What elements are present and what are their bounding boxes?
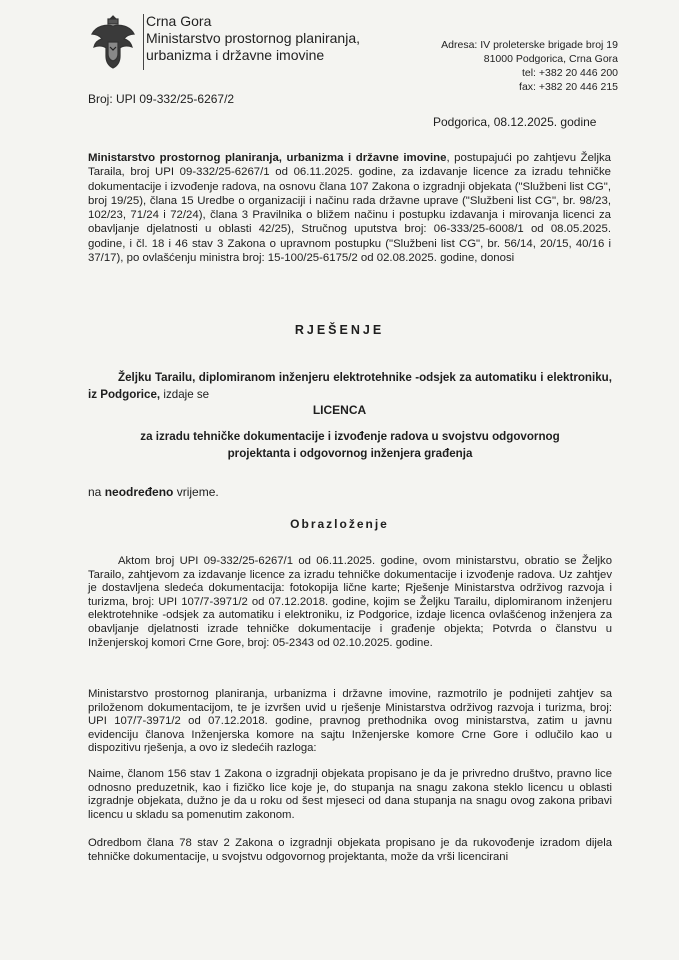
coat-of-arms-icon	[88, 12, 138, 70]
header-divider	[143, 14, 144, 70]
recipient-paragraph	[88, 369, 612, 403]
reasoning-paragraph-4: Odredbom člana 78 stav 2 Zakona o izgradnji objekata propisano je da rukovođenje izradom dijela tehničke dokumentacije, u svojstvu odgovornog projektanta, može da vrši licencirani	[88, 837, 612, 863]
address-block	[432, 38, 618, 94]
ministry-line-2: urbanizma i državne imovine	[146, 47, 325, 63]
country-name: Crna Gora	[146, 13, 212, 29]
reasoning-paragraph-1: Aktom broj UPI 09-332/25-6267/1 od 06.11.2025. godine, ovom ministarstvu, obratio se Željko Tarailo, zahtjevom za izdavanje licence za izradu tehničke dokumentacije i izvođenje radova. Uz zahtjev je dostavljena sledeća dokumentacija: fotokopija lične karte; Rješenje Ministarstva održivog razvoja i turizma, broj: UPI 107/7-3971/2 od 07.12.2018. godine, kojim se Željku Tarailu, diplomiranom inženjeru elektrotehnike -odsjek za automatiku i elektroniku, iz Podgorice, izdaje licenca ovlašćenog inženjera za obavljanje djelatnosti izrade tehničke dokumentacije i građenje objekta; Potvrda o članstvu u Inženjerskoj komori Crne Gore, broj: 05-2343 od 02.10.2025. godine.	[88, 555, 612, 649]
reasoning-paragraph-2: Ministarstvo prostornog planiranja, urbanizma i državne imovine, razmotrilo je podnijeti zahtjev sa priloženom dokumentacijom, te je izvršen uvid u rješenje Ministarstva održivog razvoja i turizma, broj: UPI 107/7-3971/2 od 07.12.2018. godine, pravnog prethodnika ovog ministarstva, zatim u javnu evidenciju članova Inženjerska komore na sajtu Inženjerske komore Crne Gore i odlučilo kao u dispozitivu rješenja, a ovo iz sledećih razloga:	[88, 688, 612, 755]
recipient-name: Željku Tarailu, diplomiranom inženjeru elektrotehnike -odsjek za automatiku i elektroniku, iz Podgorice,	[88, 371, 612, 401]
period-suffix: vrijeme.	[173, 485, 219, 499]
fax: fax: +382 20 446 215	[519, 81, 618, 93]
ministry-name	[146, 13, 360, 64]
document-date: Podgorica, 08.12.2025. godine	[433, 115, 597, 129]
address-line-2: 81000 Podgorica, Crna Gora	[483, 53, 618, 65]
reasoning-paragraph-3: Naime, članom 156 stav 1 Zakona o izgradnji objekata propisano je da je privredno društvo, pravno lice odnosno preduzetnik, kao i fizičko lice koje je, do stupanja na snagu zakona steklo licencu u oblasti izgradnje objekata, dužno je da u roku od šest mjeseci od dana stupanja na snagu ovog zakona pribavi licencu u skladu sa pomenutim zakonom.	[88, 768, 612, 821]
reference-number: Broj: UPI 09-332/25-6267/2	[88, 92, 235, 106]
telephone: tel: +382 20 446 200	[521, 67, 618, 79]
ministry-line-1: Ministarstvo prostornog planiranja,	[146, 30, 360, 46]
intro-issuer: Ministarstvo prostornog planiranja, urbanizma i državne imovine	[88, 152, 447, 164]
decision-title: RJEŠENJE	[294, 323, 385, 337]
reasoning-title: Obrazloženje	[290, 517, 389, 531]
address-line-1: Adresa: IV proleterske brigade broj 19	[441, 39, 618, 51]
license-period	[88, 485, 219, 499]
recipient-text: izdaje se	[160, 388, 210, 401]
intro-paragraph	[88, 151, 611, 265]
intro-text: , postupajući po zahtjevu Željka Taraila, broj UPI 09-332/25-6267/1 od 06.11.2025. godine, za izdavanje licence za izradu tehničke dokumentacije i izvođenje radova, na osnovu člana 107 Zakona o izgradnji objekata ("Službeni list CG", broj 19/25), člana 15 Uredbe o organizaciji i načinu rada državne uprave ("Službeni list CG", br. 98/23, 102/23, 71/24 i 72/24), člana 3 Pravilnika o bližem načinu i postupku izdavanja i mirovanja licenci za obavljanje djelatnosti u oblasti 42/25), Stručnog uputstva broj: 06-333/25-6008/1 od 08.05.2025. godine, i čl. 18 i 46 stav 3 Zakona o upravnom postupku ("Službeni list CG", br. 56/14, 20/15, 40/16 i 37/17), po ovlašćenju ministra broj: 15-100/25-6175/2 od 02.08.2025. godine, donosi	[88, 152, 612, 265]
license-title: LICENCA	[312, 403, 367, 417]
license-subtitle: za izradu tehničke dokumentacije i izvođenje radova u svojstvu odgovornog projektanta i odgovornog inženjera građenja	[140, 430, 560, 460]
period-value: neodređeno	[104, 485, 174, 499]
period-prefix: na	[88, 485, 105, 499]
